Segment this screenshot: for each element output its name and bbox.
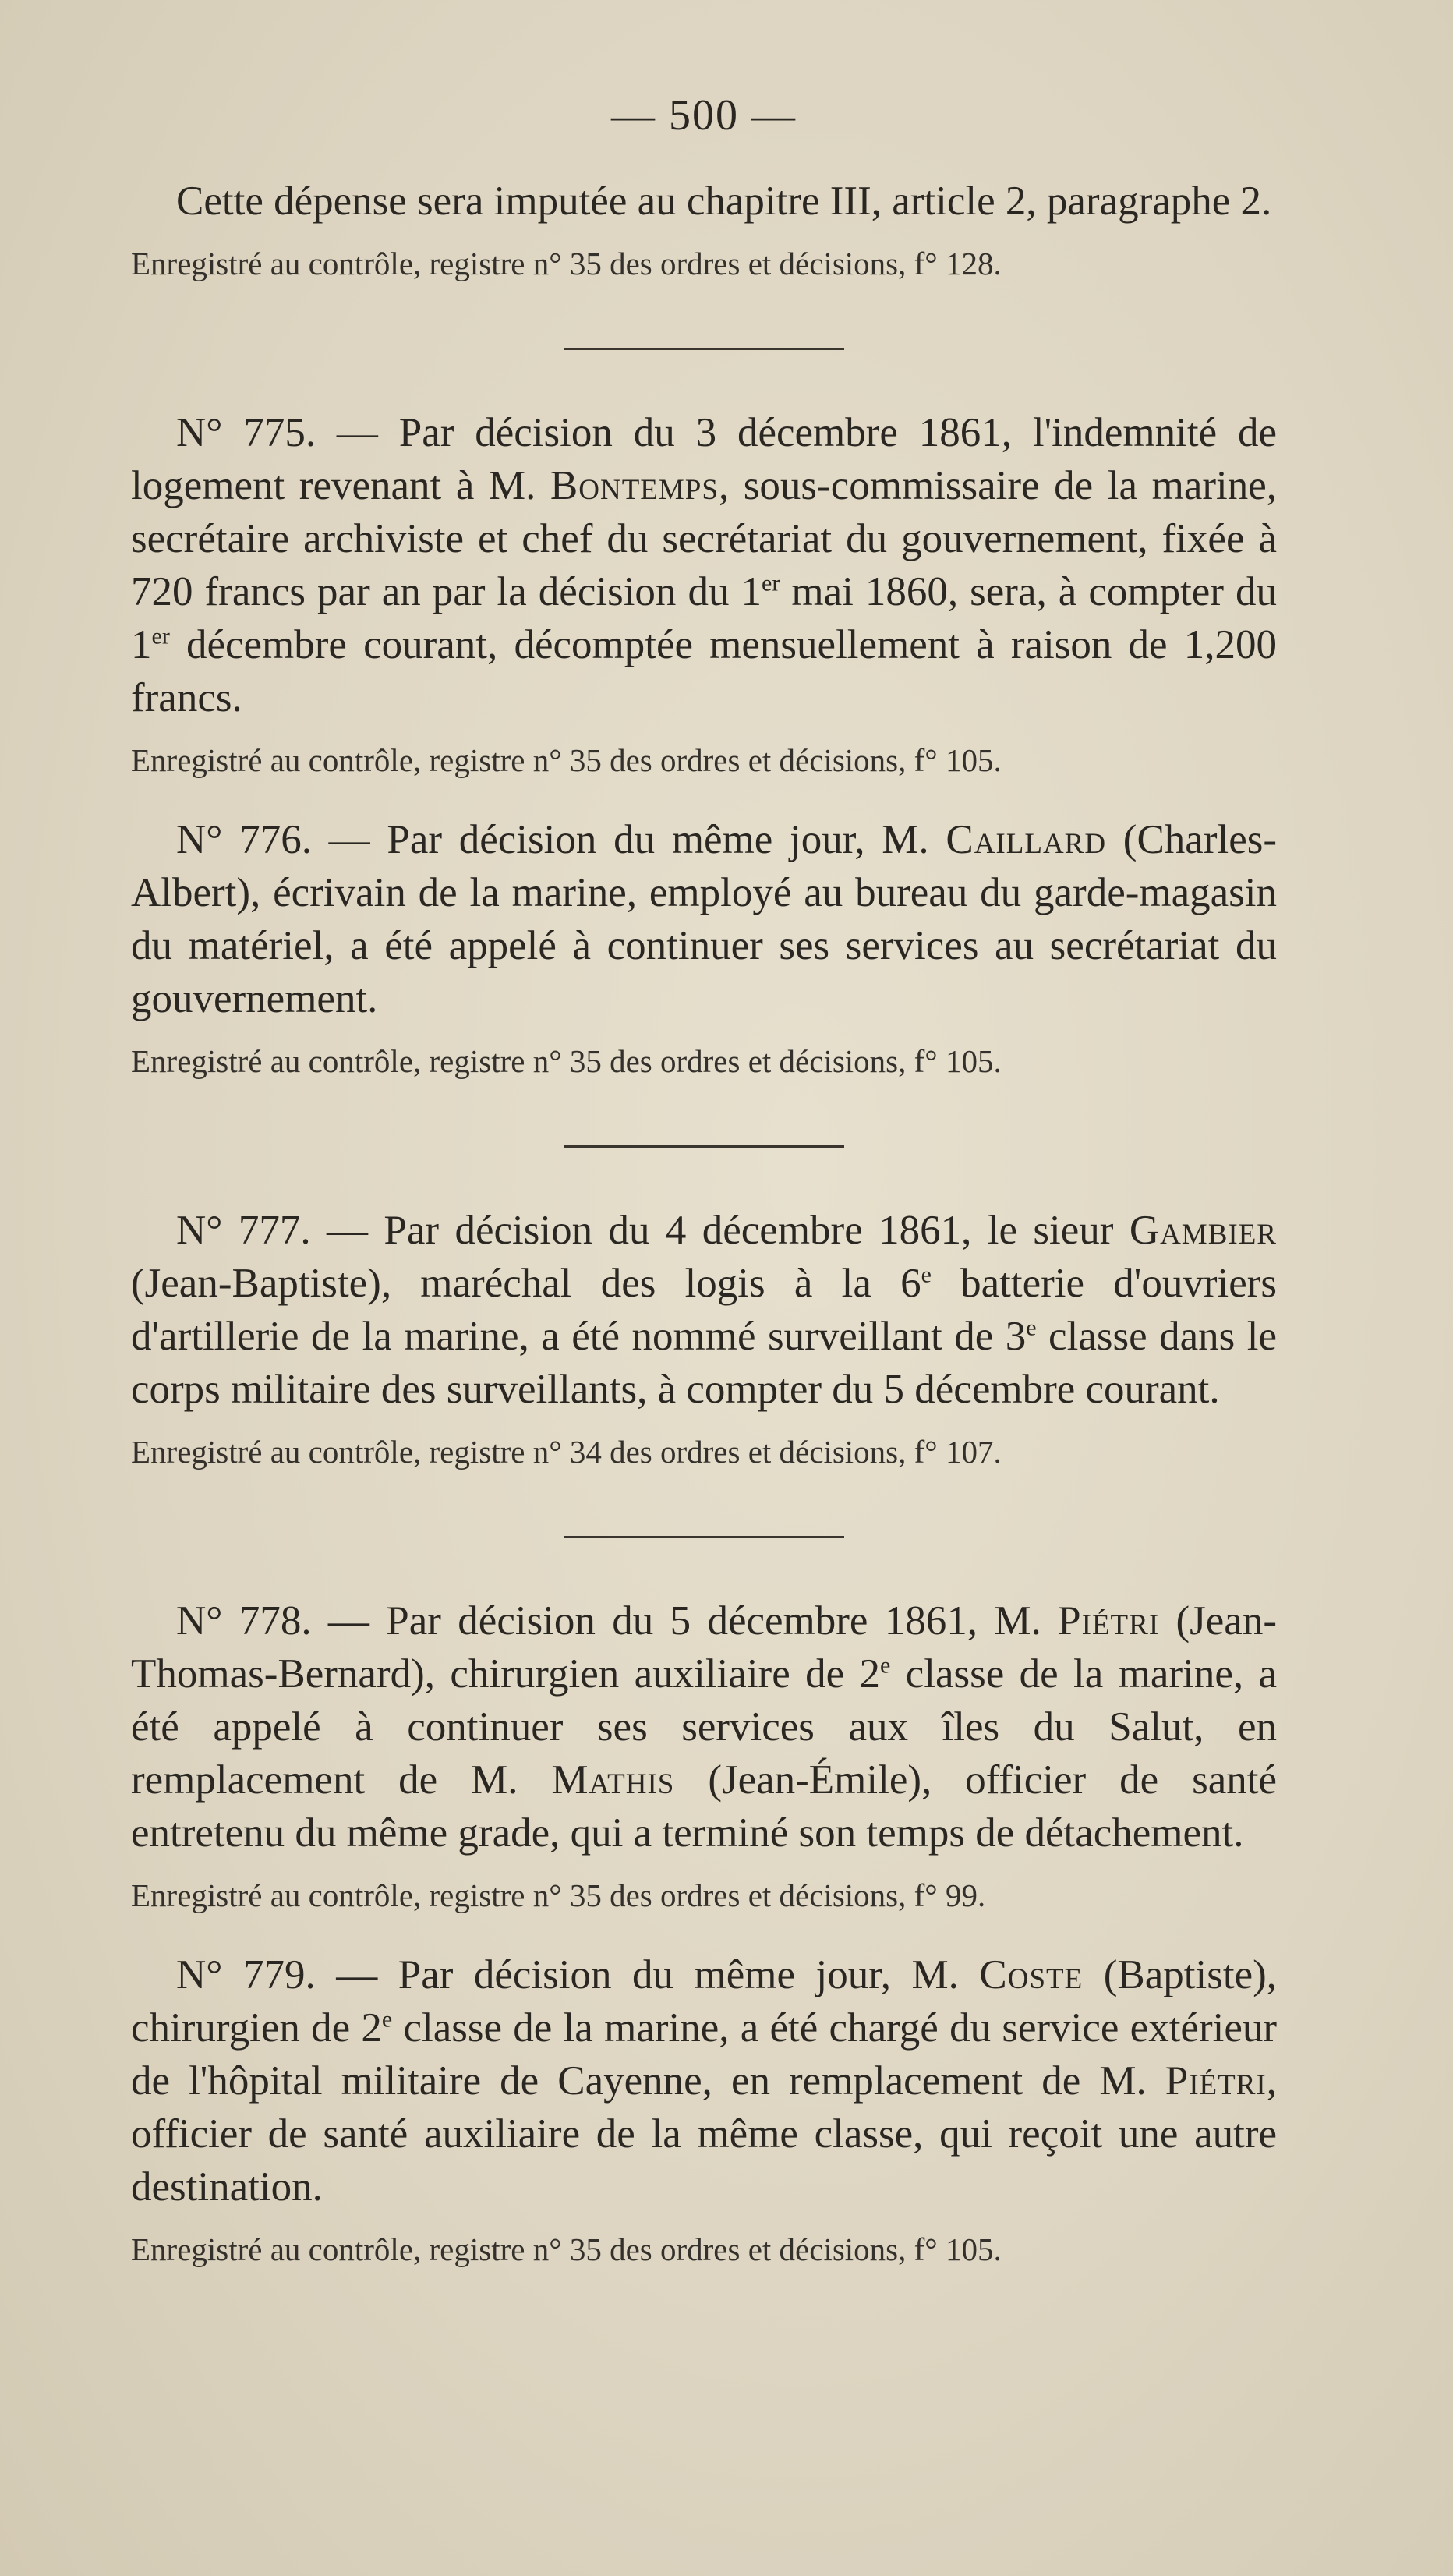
person-name: Caillard [946,817,1107,862]
entry-779-register-note: Enregistré au contrôle, registre n° 35 des ordres et décisions, f° 105. [131,2231,1002,2267]
person-name: Gambier [1129,1208,1277,1253]
entry-gap [131,1917,1277,1948]
person-name: Bontemps [550,463,719,508]
intro-register-note: Enregistré au contrôle, registre n° 35 des ordres et décisions, f° 128. [131,246,1002,281]
entry-number: N° 775. [176,410,316,455]
intro-paragraph: Cette dépense sera imputée au chapitre III, article 2, paragraphe 2. [176,179,1272,224]
person-name: Mathis [551,1757,675,1803]
entry-777: N° 777. — Par décision du 4 décembre 1861, le sieur Gambier (Jean-Baptiste), maréchal des logis à la 6e batterie d'ouvriers d'artillerie de la marine, a été nommé surveillant de 3e classe dans le corps militaire des surveillants, à compter du 5 décembre courant. [131,1208,1278,1412]
entry-778: N° 778. — Par décision du 5 décembre 1861, M. Piétri (Jean-Thomas-Bernard), chirurgien auxiliaire de 2e classe de la marine, a été appelé à continuer ses services aux îles du Salut, en remplacement de M. Mathis (Jean-Émile), officier de santé entretenu du même grade, qui a terminé son temps de détachement. [131,1598,1277,1856]
person-name: Coste [979,1952,1084,1997]
section-divider [564,1536,844,1538]
entry-776-register-note: Enregistré au contrôle, registre n° 35 des ordres et décisions, f° 105. [131,1043,1002,1079]
section-divider [564,348,844,350]
page-number: — 500 — [611,91,797,140]
entry-776: N° 776. — Par décision du même jour, M. Caillard (Charles-Albert), écrivain de la marine, employé au bureau du garde-magasin du matériel, a été appelé à continuer ses services au secrétariat du gouvernement. [131,817,1277,1021]
person-name: Piétri [1058,1598,1160,1644]
entry-775-register-note: Enregistré au contrôle, registre n° 35 des ordres et décisions, f° 105. [131,742,1002,778]
entry-number: N° 776. [176,817,312,862]
section-divider [564,1145,844,1148]
entry-775: N° 775. — Par décision du 3 décembre 1861, l'indemnité de logement revenant à M. Bontemps, sous-commissaire de la marine, secrétaire archiviste et chef du secrétariat du gouvernement, fixée à 720 francs par an par la décision du 1er mai 1860, sera, à compter du 1er décembre courant, décomptée mensuellement à raison de 1,200 francs. [131,410,1278,720]
entry-number: N° 778. [176,1598,312,1644]
entry-778-register-note: Enregistré au contrôle, registre n° 35 des ordres et décisions, f° 99. [131,1877,986,1913]
person-name: Piétri [1165,2058,1267,2104]
entry-gap [131,782,1277,813]
entry-number: N° 777. [176,1208,311,1253]
entry-779: N° 779. — Par décision du même jour, M. Coste (Baptiste), chirurgien de 2e classe de la marine, a été chargé du service extérieur de l'hôpital militaire de Cayenne, en remplacement de M. Piétri, officier de santé auxiliaire de la même classe, qui reçoit une autre destination. [131,1952,1277,2210]
entry-number: N° 779. [176,1952,316,1997]
entry-777-register-note: Enregistré au contrôle, registre n° 34 des ordres et décisions, f° 107. [131,1434,1002,1470]
text-column [131,84,1277,2271]
